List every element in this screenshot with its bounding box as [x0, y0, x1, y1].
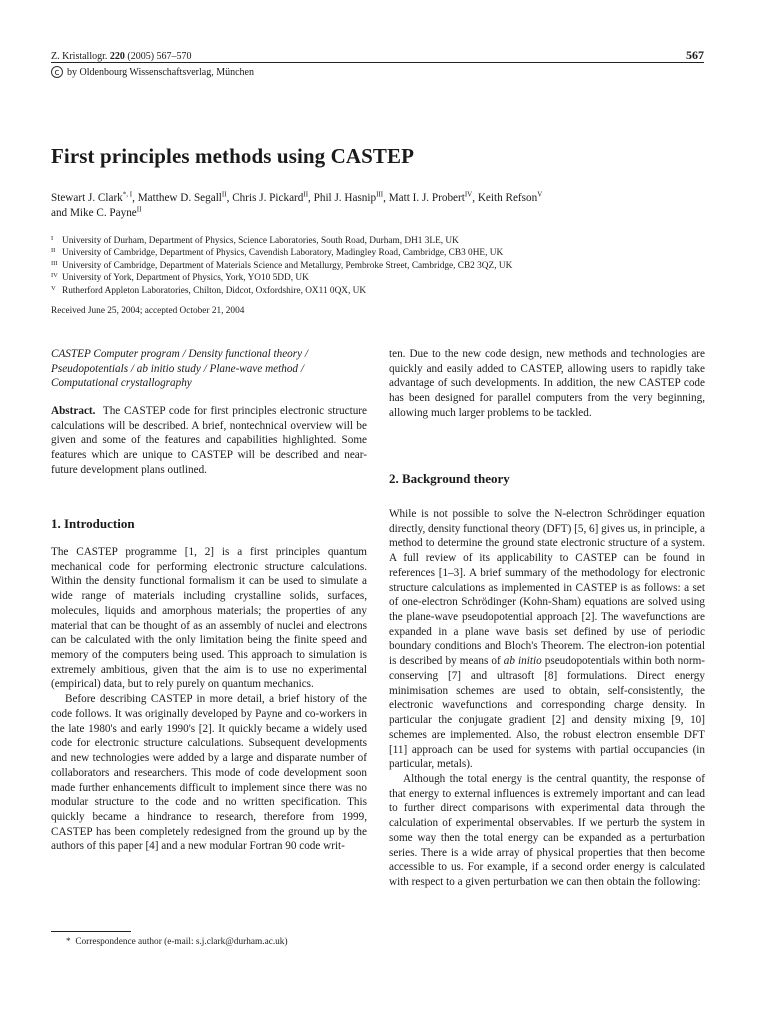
affiliation — [51, 235, 711, 247]
affiliation-text: University of Durham, Department of Physics, Science Laboratories, South Road, Durham, DH1 3LE, UK — [62, 236, 459, 246]
copyright-icon: c — [51, 66, 63, 78]
affiliation-mark: V — [51, 284, 56, 292]
header-rule — [51, 62, 704, 63]
author: Mike C. Payne — [69, 207, 137, 219]
footnote — [66, 937, 288, 947]
author-list: Stewart J. Clark$^{*, I}$, Matthew D. Segall$^{II}$, Chris J. Pickard$^{II}$, Phil J. Hasnip$^{III}$, Matt I. J. Probert$^{IV}$, Keith Refson$^V$ and Mike C. Payne$^{II}$ — [51, 190, 543, 219]
author: Keith Refson — [477, 192, 538, 204]
keywords: CASTEP Computer program / Density functional theory / Pseudopotentials / ab initio study / Plane-wave method / Computational crystallography — [51, 348, 308, 390]
section-heading-introduction: 1. Introduction — [51, 516, 135, 531]
author: Phil J. Hasnip — [313, 192, 377, 204]
publisher: by Oldenbourg Wissenschaftsverlag, München — [67, 67, 254, 78]
journal-suffix: (2005) 567–570 — [127, 51, 192, 62]
footnote-rule — [51, 931, 131, 932]
paragraph: Before describing CASTEP in more detail, a brief history of the code follows. It was originally developed by Payne and co-workers in the late 1980's and early 1990's [2]. It quickly became a widely used code for electronic structure calculations. Subsequent developments and new technologies were added by a large and disparate number of collaborators and researchers. This mode of code development soon made further enhancements difficult to implement since there was no modular structure to the code and no written specification. This quickly became a hindrance to research, therefore from 1999, CASTEP has been completely redesigned from the ground up by the authors of this paper [4] and a new modular Fortran 90 code writ- — [51, 693, 367, 853]
paragraph-text: While is not possible to solve the N-electron Schrödinger equation directly, density functional theory (DFT) [5, 6] gives us, in principle, a method to determine the ground state electronic structure of a system. A full review of its applicability to CASTEP can be found in references [1–3]. A brief summary of the methodology for electronic structure calculations as implemented in CASTEP is as follows: a set of one-electron Schrödinger (Kohn-Sham) equations are solved using the plane-wave pseudopotential approach [2]. The wavefunctions are expanded in a plane wave basis set defined by use of periodic boundary conditions and Bloch's Theorem. The electron-ion potential is described by means of — [389, 508, 705, 668]
section-heading-background: 2. Background theory — [389, 471, 510, 486]
author: Matthew D. Segall — [137, 192, 222, 204]
abstract-label: Abstract. — [51, 405, 96, 417]
footnote-mark: * — [66, 937, 71, 947]
affiliation — [51, 272, 711, 284]
received-dates: Received June 25, 2004; accepted October 21, 2004 — [51, 306, 245, 316]
author-mark: II — [221, 190, 227, 199]
publisher-line — [51, 66, 254, 79]
affiliation-text: University of Cambridge, Department of Physics, Cavendish Laboratory, Madingley Road, Cambridge, CB3 0HE, UK — [62, 248, 504, 259]
abstract — [51, 404, 367, 478]
author-mark: V — [537, 190, 543, 199]
affiliation-text: University of York, Department of Physics, York, YO10 5DD, UK — [62, 273, 309, 284]
italic-term: ab initio — [503, 655, 542, 668]
paragraph: Although the total energy is the central quantity, the response of that energy to external influences is extremely important and can lead to further direct comparisons with experimental data through the calculation of experimental observables. If we perturb the system in some way then the total energy can be expanded as a perturbation series. There is a wide array of physical properties that then become accessible to us. For example, if a second order energy is calculated with respect to a given perturbation we can then obtain the following: — [389, 772, 705, 888]
abstract-text: The CASTEP code for first principles electronic structure calculations will be described. A brief, nontechnical overview will be given and some of the features and capabilities highlighted. Some features which are unique to CASTEP will be described and near-future development plans outlined. — [51, 405, 368, 476]
affiliation-mark: II — [51, 247, 56, 255]
introduction-body — [51, 545, 367, 854]
affiliation-mark: IV — [51, 272, 58, 280]
author-mark: II — [303, 190, 309, 199]
paragraph — [389, 507, 705, 772]
author: Stewart J. Clark — [51, 192, 123, 204]
affiliation-text: Rutherford Appleton Laboratories, Chilton, Didcot, Oxfordshire, OX11 0QX, UK — [62, 285, 367, 296]
author-mark: IV — [464, 190, 473, 199]
author: Chris J. Pickard — [232, 192, 304, 204]
paragraph: The CASTEP programme [1, 2] is a first principles quantum mechanical code for performing electronic structure calculations. Within the density functional formalism it can be used to simulate a wide range of materials including crystalline solids, surfaces, molecules, liquids and amorphous materials; the properties of any material that can be thought of as an assembly of nuclei and electrons can be calculated with the only limitation being the finite speed and memory of the computers being used. This approach to simulation is extremely ambitious, given that the aim is to use no experimental (empirical) data, but to rely purely on quantum mechanics. — [51, 546, 367, 691]
affiliation-list — [51, 235, 711, 297]
paragraph: ten. Due to the new code design, new methods and technologies are quickly and easily added to CASTEP, allowing users to rapidly take advantage of such developments. In addition, the new CASTEP code has been designed for parallel computers from the very beginning, allowing much larger problems to be tackled. — [389, 348, 705, 419]
author-mark: II — [136, 205, 142, 214]
footnote-text: Correspondence author (e-mail: s.j.clark@durham.ac.uk) — [75, 937, 288, 947]
journal-volume: 220 — [109, 51, 125, 62]
journal-prefix: Z. Kristallogr. — [51, 51, 108, 62]
affiliation — [51, 247, 711, 259]
author-mark: III — [376, 190, 384, 199]
affiliation — [51, 260, 711, 272]
page-number: 567 — [686, 48, 704, 62]
paragraph-text: pseudopotentials within both norm-conserving [7] and ultrasoft [8] formulations. Direct energy minimisation schemes are used to obtain, self-consistently, the electronic wavefunctions and corresponding charge density. In particular the conjugate gradient [2] and density mixing [9, 10] schemes are implemented. Also, the robust electron ensemble DFT [11] approach can be used for systems with partial occupancies (in particular, metals). — [389, 655, 706, 771]
affiliation-mark: III — [51, 259, 58, 267]
affiliation — [51, 285, 711, 297]
affiliation-text: University of Cambridge, Department of Materials Science and Metallurgy, Pembroke Street, Cambridge, CB2 3QZ, UK — [62, 260, 513, 271]
affiliation-mark: I — [51, 235, 54, 242]
continued-paragraph — [389, 347, 705, 421]
author-mark: *, I — [122, 190, 133, 199]
author: Matt I. J. Probert — [388, 192, 465, 204]
author-conjunction: and — [51, 207, 68, 219]
paper-title: First principles methods using CASTEP — [51, 144, 415, 168]
background-body — [389, 507, 705, 890]
